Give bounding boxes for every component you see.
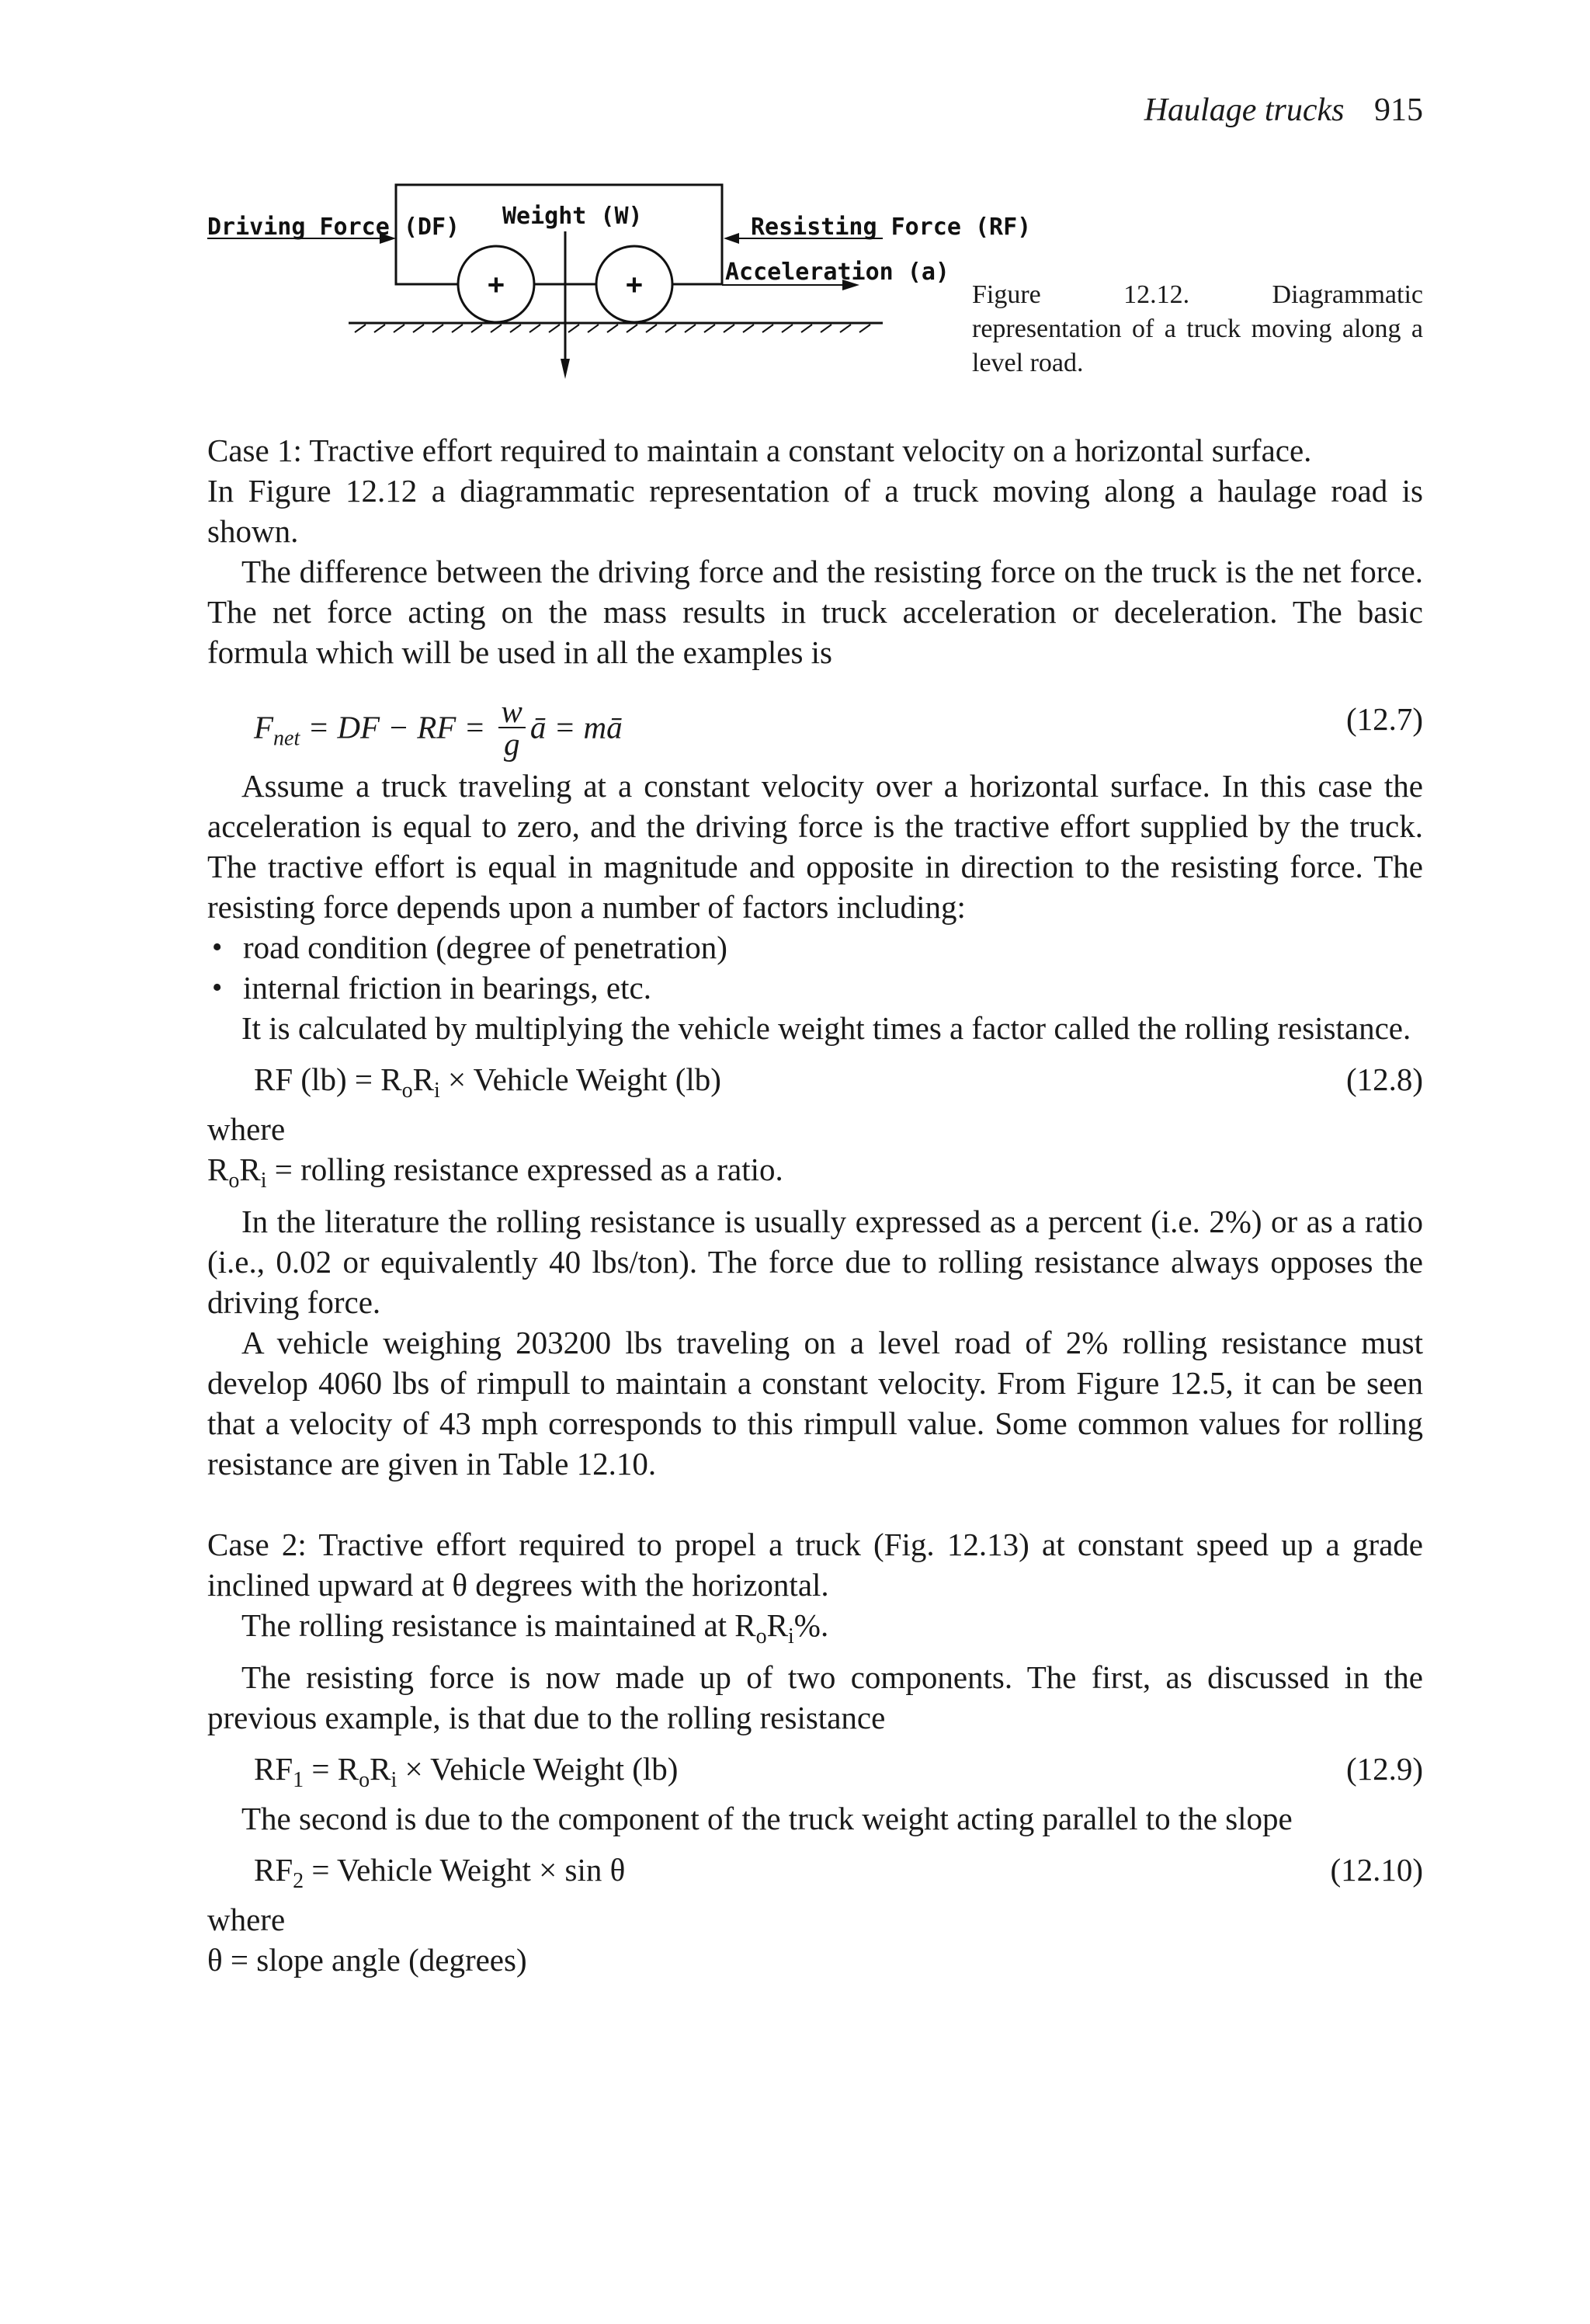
list-item: • road condition (degree of penetration) bbox=[243, 927, 1423, 967]
weight-label: Weight (W) bbox=[502, 203, 643, 230]
resisting-force-arrowhead bbox=[724, 233, 739, 244]
eq-subscript: 1 bbox=[293, 1768, 304, 1793]
equation-number: (12.7) bbox=[1345, 701, 1423, 737]
eq-text: RF bbox=[254, 1751, 293, 1787]
def-subscript: o bbox=[228, 1169, 240, 1193]
case1-title: Case 1: Tractive effort required to maintain a constant velocity on a horizontal surface. bbox=[207, 432, 1312, 468]
eq-text: × Vehicle Weight (lb) bbox=[397, 1751, 679, 1787]
running-head bbox=[1144, 92, 1423, 129]
equation-12-7 bbox=[207, 672, 1423, 766]
eq-text: × Vehicle Weight (lb) bbox=[439, 1061, 721, 1097]
paragraph: It is calculated by multiplying the vehicle weight times a factor called the rolling resistance. bbox=[241, 1010, 1411, 1046]
paragraph: The resisting force is now made up of two components. The first, as discussed in the previous example, is that due to the rolling resistance bbox=[207, 1659, 1423, 1736]
eq-text: RF bbox=[254, 1852, 293, 1888]
p-subscript: i bbox=[788, 1624, 794, 1649]
eq-text: = R bbox=[304, 1751, 359, 1787]
equation-number: (12.8) bbox=[1345, 1061, 1423, 1097]
figure-12-12 bbox=[207, 177, 1423, 385]
truck-diagram bbox=[207, 177, 1032, 385]
ground-hatch bbox=[355, 325, 870, 332]
acceleration-label: Acceleration (a) bbox=[725, 259, 949, 286]
where-label: where bbox=[207, 1902, 286, 1938]
p-text: R bbox=[766, 1607, 789, 1644]
eq-text: = DF − RF = bbox=[300, 709, 494, 745]
front-wheel-plus: + bbox=[626, 269, 643, 300]
definition: θ = slope angle (degrees) bbox=[207, 1942, 527, 1978]
def-text: R bbox=[207, 1152, 229, 1187]
eq-fraction-numerator: w bbox=[498, 696, 526, 728]
p-text: The rolling resistance is maintained at R bbox=[241, 1607, 756, 1644]
eq-subscript: o bbox=[401, 1079, 413, 1103]
equation-12-8 bbox=[207, 1048, 1423, 1109]
spacer bbox=[207, 1484, 1423, 1524]
equation-12-10 bbox=[207, 1839, 1423, 1899]
where-label: where bbox=[207, 1111, 286, 1147]
paragraph: The second is due to the component of the truck weight acting parallel to the slope bbox=[241, 1801, 1293, 1837]
def-subscript: i bbox=[260, 1169, 267, 1193]
p-text: %. bbox=[793, 1607, 829, 1644]
eq-fraction-denominator: g bbox=[503, 726, 520, 762]
definition bbox=[207, 1149, 1423, 1201]
eq-fraction bbox=[498, 693, 526, 762]
paragraph: In the literature the rolling resistance is usually expressed as a percent (i.e. 2%) or as a ratio (i.e., 0.02 or equivalently 40 lbs/ton). The force due to rolling resistance always opposes the driving force. bbox=[207, 1204, 1423, 1321]
eq-subscript: i bbox=[433, 1079, 440, 1103]
list-item: • internal friction in bearings, etc. bbox=[243, 967, 1423, 1008]
resisting-force-label: Resisting Force (RF) bbox=[751, 214, 1032, 241]
paragraph: A vehicle weighing 203200 lbs traveling on a level road of 2% rolling resistance must develop 4060 lbs of rimpull to maintain a constant velocity. From Figure 12.5, it can be seen that a velocity of 43 mph corresponds to this rimpull value. Some common values for rolling resistance are given in Table 12.10. bbox=[207, 1325, 1423, 1482]
paragraph bbox=[207, 1605, 1423, 1657]
eq-symbol: F bbox=[254, 709, 274, 745]
eq-text: R bbox=[370, 1751, 391, 1787]
equation-number: (12.10) bbox=[1330, 1852, 1423, 1888]
equation-number: (12.9) bbox=[1345, 1751, 1423, 1787]
paragraph: Assume a truck traveling at a constant velocity over a horizontal surface. In this case the acceleration is equal to zero, and the driving force is the tractive effort supplied by the truck. The tractive effort is equal in magnitude and opposite in direction to the resisting force. The resisting force depends upon a number of factors including: bbox=[207, 768, 1423, 925]
rear-wheel-plus: + bbox=[488, 269, 505, 300]
eq-text: = Vehicle Weight × sin θ bbox=[304, 1852, 626, 1888]
def-text: R bbox=[239, 1152, 261, 1187]
figure-caption: Figure 12.12. Diagrammatic representation of a truck moving along a level road. bbox=[972, 280, 1423, 377]
eq-text: ā = mā bbox=[529, 709, 623, 745]
running-head-title: Haulage trucks bbox=[1144, 92, 1345, 128]
paragraph: In Figure 12.12 a diagrammatic representation of a truck moving along a haulage road is shown. bbox=[207, 473, 1423, 549]
def-text: = rolling resistance expressed as a ratio. bbox=[266, 1152, 783, 1187]
paragraph: The difference between the driving force and the resisting force on the truck is the net force. The net force acting on the mass results in truck acceleration or deceleration. The basic formula which will be used in all the examples is bbox=[207, 554, 1423, 670]
eq-text: R bbox=[412, 1061, 434, 1097]
eq-subscript: net bbox=[273, 726, 300, 751]
case2-title: Case 2: Tractive effort required to propel a truck (Fig. 12.13) at constant speed up a grade inclined upward at θ degrees with the horizontal. bbox=[207, 1527, 1423, 1603]
eq-text: RF (lb) = R bbox=[254, 1061, 402, 1097]
eq-subscript: i bbox=[391, 1768, 398, 1793]
p-subscript: o bbox=[755, 1624, 767, 1649]
bullet-list bbox=[207, 927, 1423, 1008]
eq-subscript: 2 bbox=[293, 1869, 304, 1894]
eq-subscript: o bbox=[359, 1768, 370, 1793]
body-text bbox=[207, 430, 1423, 1980]
driving-force-label: Driving Force (DF) bbox=[207, 214, 460, 241]
page-number: 915 bbox=[1374, 92, 1423, 128]
weight-arrowhead bbox=[561, 359, 570, 379]
equation-12-9 bbox=[207, 1738, 1423, 1798]
